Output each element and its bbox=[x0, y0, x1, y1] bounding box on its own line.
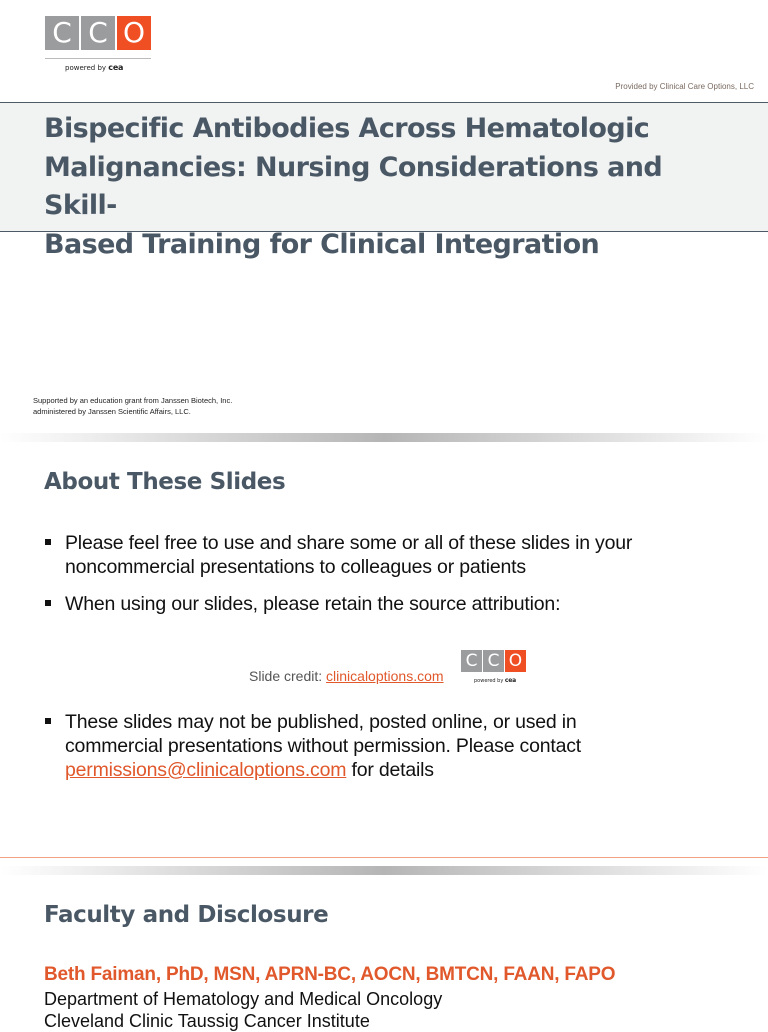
title-line: Bispecific Antibodies Across Hematologic bbox=[44, 113, 650, 144]
logo-underline bbox=[45, 58, 151, 59]
powered-by-prefix: powered by bbox=[474, 678, 504, 684]
about-bullets bbox=[43, 531, 733, 616]
bullet-tail: for details bbox=[346, 759, 434, 781]
bullet-line: These slides may not be published, posted online, or used in bbox=[65, 711, 577, 733]
affiliation-line: Department of Hematology and Medical Oncology bbox=[44, 989, 443, 1009]
slide-divider bbox=[0, 433, 768, 442]
provided-by-text: Provided by Clinical Care Options, LLC bbox=[615, 82, 754, 91]
powered-by-label bbox=[65, 63, 123, 72]
logo-letter-c1: C bbox=[461, 650, 482, 672]
title-line: Based Training for Clinical Integration bbox=[44, 228, 600, 260]
bullet-square-icon bbox=[45, 600, 51, 606]
support-line: Supported by an education grant from Janssen Biotech, Inc. bbox=[33, 396, 233, 405]
logo-letter-c1: C bbox=[45, 16, 79, 50]
clinicaloptions-link[interactable]: clinicaloptions.com bbox=[326, 668, 444, 684]
slide-credit bbox=[249, 668, 444, 684]
permissions-email-link[interactable]: permissions@clinicaloptions.com bbox=[65, 759, 347, 781]
faculty-affiliation bbox=[44, 988, 442, 1032]
faculty-name: Beth Faiman, PhD, MSN, APRN-BC, AOCN, BMTCN, FAAN, FAPO bbox=[44, 964, 616, 985]
support-line: administered by Janssen Scientific Affairs, LLC. bbox=[33, 407, 191, 416]
bullet-item bbox=[43, 592, 733, 616]
bullet-item bbox=[43, 531, 733, 579]
slide-title bbox=[44, 110, 734, 264]
about-bullets-lower bbox=[43, 710, 733, 782]
logo-letter-c2: C bbox=[81, 16, 115, 50]
bullet-line: commercial presentations without permission. Please contact bbox=[65, 735, 582, 757]
powered-by-brand: cea bbox=[504, 677, 516, 684]
cco-logo-small bbox=[461, 650, 526, 672]
bullet-line bbox=[65, 758, 733, 782]
logo-letter-o: O bbox=[117, 16, 151, 50]
slide-credit-label: Slide credit: bbox=[249, 668, 327, 684]
faculty-heading: Faculty and Disclosure bbox=[44, 902, 329, 928]
about-heading: About These Slides bbox=[44, 469, 286, 495]
bullet-line: When using our slides, please retain the source attribution: bbox=[65, 593, 561, 615]
affiliation-line: Cleveland Clinic Taussig Cancer Institute bbox=[44, 1011, 370, 1031]
bullet-line: Please feel free to use and share some or all of these slides in your bbox=[65, 532, 633, 554]
title-line: Malignancies: Nursing Considerations and Skill- bbox=[44, 151, 663, 221]
support-statement bbox=[33, 395, 232, 417]
powered-by-label-small bbox=[474, 677, 516, 684]
powered-by-brand: cea bbox=[108, 63, 124, 72]
powered-by-prefix: powered by bbox=[65, 64, 107, 72]
logo-letter-c2: C bbox=[483, 650, 504, 672]
bullet-line: noncommercial presentations to colleagues or patients bbox=[65, 556, 526, 578]
bullet-square-icon bbox=[45, 539, 51, 545]
bullet-item bbox=[43, 710, 733, 782]
slide-bottom-rule bbox=[0, 857, 768, 858]
bullet-square-icon bbox=[45, 718, 51, 724]
slide-divider bbox=[0, 866, 768, 875]
logo-letter-o: O bbox=[505, 650, 526, 672]
cco-logo bbox=[45, 16, 151, 50]
